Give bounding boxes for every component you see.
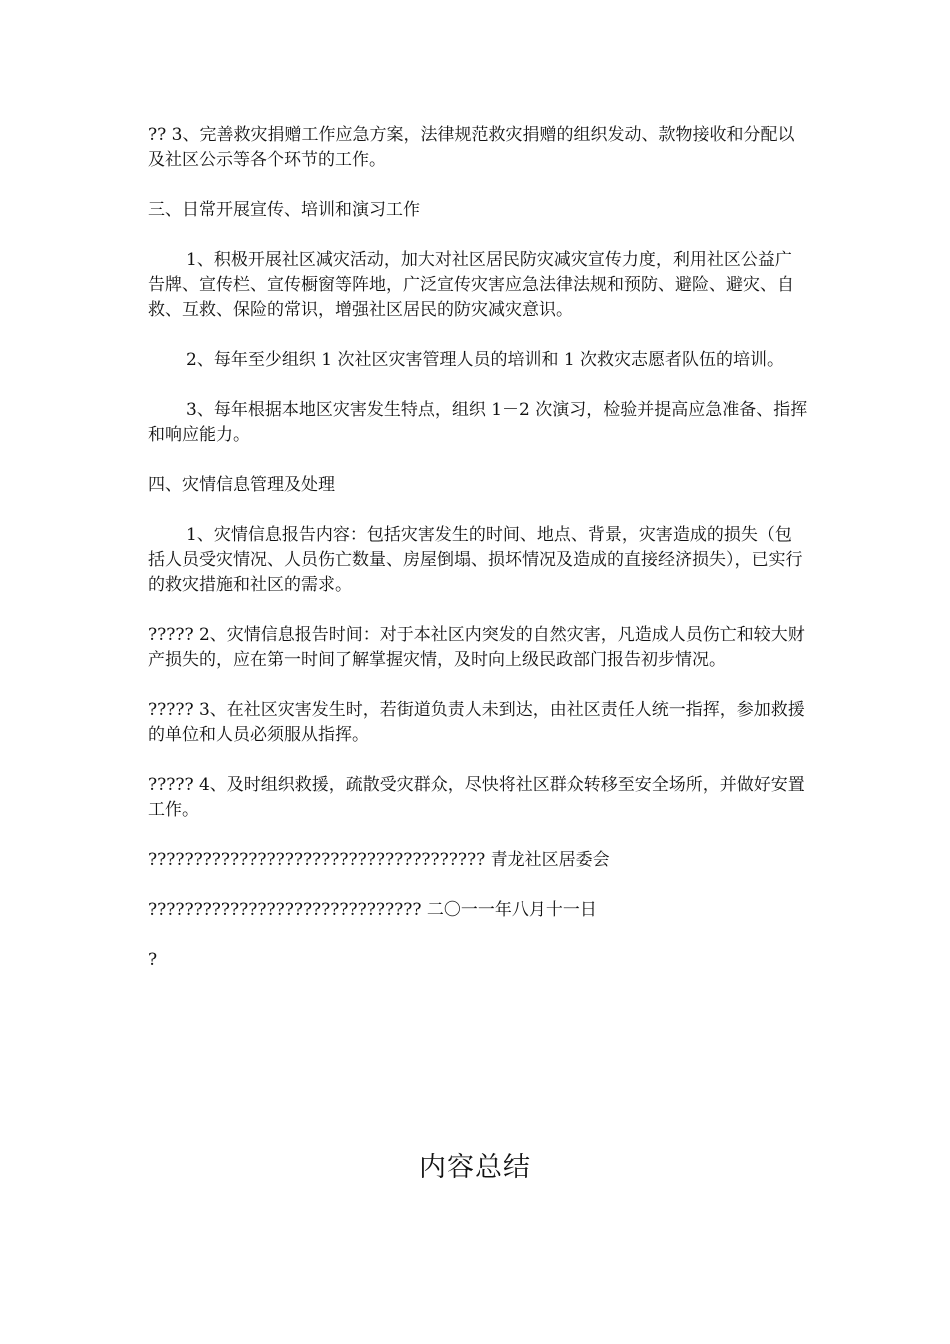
paragraph-command: ????? 3、在社区灾害发生时，若街道负责人未到达，由社区责任人统一指挥，参加救援的单位和人员必须服从指挥。 — [148, 700, 805, 745]
document-body — [148, 123, 808, 998]
paragraph-donation-plan: ?? 3、完善救灾捐赠工作应急方案，法律规范救灾捐赠的组织发动、款物接收和分配以及社区公示等各个环节的工作。 — [148, 125, 795, 170]
section-heading-disaster-information: 四、灾情信息管理及处理 — [148, 475, 335, 495]
signature-organization: ????????????????????????????????????? 青龙社区居委会 — [148, 850, 610, 870]
signature-date: ?????????????????????????????? 二〇一一年八月十一日 — [148, 900, 597, 920]
paragraph-report-time: ????? 2、灾情信息报告时间：对于本社区内突发的自然灾害，凡造成人员伤亡和较大财产损失的，应在第一时间了解掌握灾情，及时向上级民政部门报告初步情况。 — [148, 625, 805, 670]
trailing-placeholder: ? — [148, 950, 158, 970]
paragraph-report-content: 1、灾情信息报告内容：包括灾害发生的时间、地点、背景，灾害造成的损失（包括人员受灾情况、人员伤亡数量、房屋倒塌、损坏情况及造成的直接经济损失），已实行的救灾措施和社区的需求。 — [148, 525, 803, 595]
summary-title: 内容总结 — [419, 1152, 531, 1183]
paragraph-training: 2、每年至少组织 1 次社区灾害管理人员的培训和 1 次救灾志愿者队伍的培训。 — [186, 350, 785, 370]
paragraph-rescue: ????? 4、及时组织救援，疏散受灾群众，尽快将社区群众转移至安全场所，并做好安置工作。 — [148, 775, 805, 820]
paragraph-drills: 3、每年根据本地区灾害发生特点，组织 1－2 次演习，检验并提高应急准备、指挥和响应能力。 — [148, 400, 808, 445]
paragraph-disaster-reduction-activities: 1、积极开展社区减灾活动，加大对社区居民防灾减灾宣传力度，利用社区公益广告牌、宣传栏、宣传橱窗等阵地，广泛宣传灾害应急法律法规和预防、避险、避灾、自救、互救、保险的常识，增强社区居民的防灾减灾意识。 — [148, 250, 794, 320]
section-heading-publicity-training: 三、日常开展宣传、培训和演习工作 — [148, 200, 420, 220]
